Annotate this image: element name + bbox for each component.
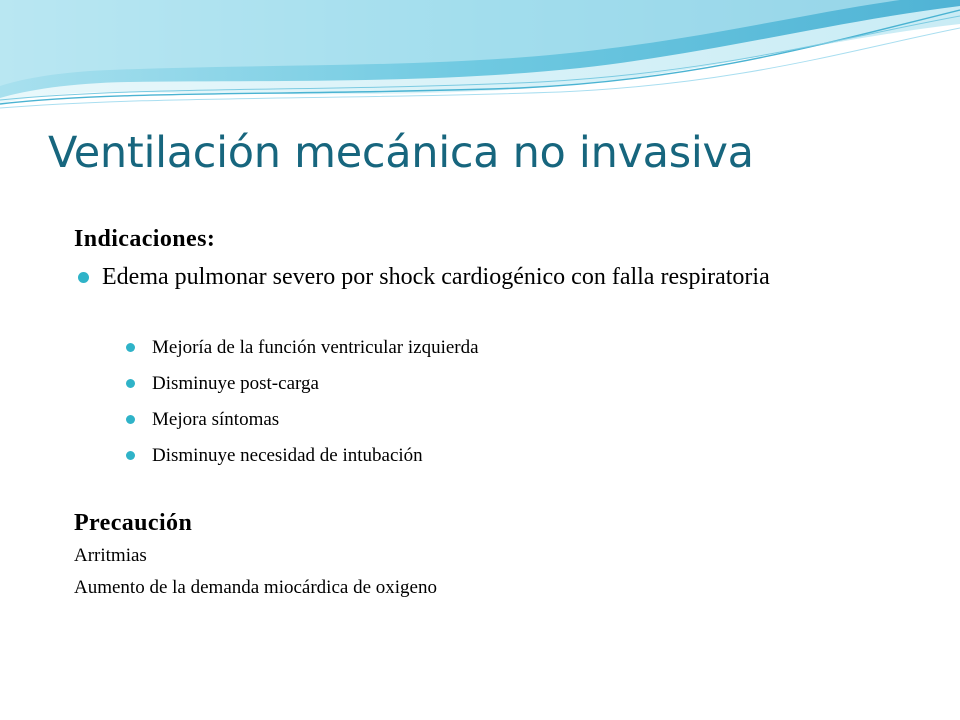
main-bullet — [74, 262, 920, 292]
sub-bullet-text: Disminuye necesidad de intubación — [152, 445, 423, 466]
precaucion-heading: Precaución — [74, 510, 193, 536]
slide-title: Ventilación mecánica no invasiva — [48, 128, 754, 178]
sub-bullet — [126, 372, 920, 396]
sub-bullet-text: Disminuye post-carga — [152, 373, 319, 394]
main-bullet-text: Edema pulmonar severo por shock cardiogénico con falla respiratoria — [102, 264, 770, 290]
precaucion-item: Aumento de la demanda miocárdica de oxigeno — [74, 577, 437, 598]
header-wave-decoration — [0, 0, 960, 130]
sub-bullet-list — [74, 336, 920, 468]
bullet-dot-icon — [126, 379, 135, 388]
bullet-dot-icon — [126, 415, 135, 424]
slide-content — [74, 222, 920, 604]
sub-bullet — [126, 408, 920, 432]
sub-bullet — [126, 444, 920, 468]
sub-bullet — [126, 336, 920, 360]
bullet-dot-icon — [126, 451, 135, 460]
precaucion-item: Arritmias — [74, 545, 147, 566]
bullet-dot-icon — [126, 343, 135, 352]
bullet-dot-icon — [78, 272, 89, 283]
indicaciones-heading: Indicaciones: — [74, 226, 216, 252]
sub-bullet-text: Mejoría de la función ventricular izquierda — [152, 337, 479, 358]
sub-bullet-text: Mejora síntomas — [152, 409, 280, 430]
